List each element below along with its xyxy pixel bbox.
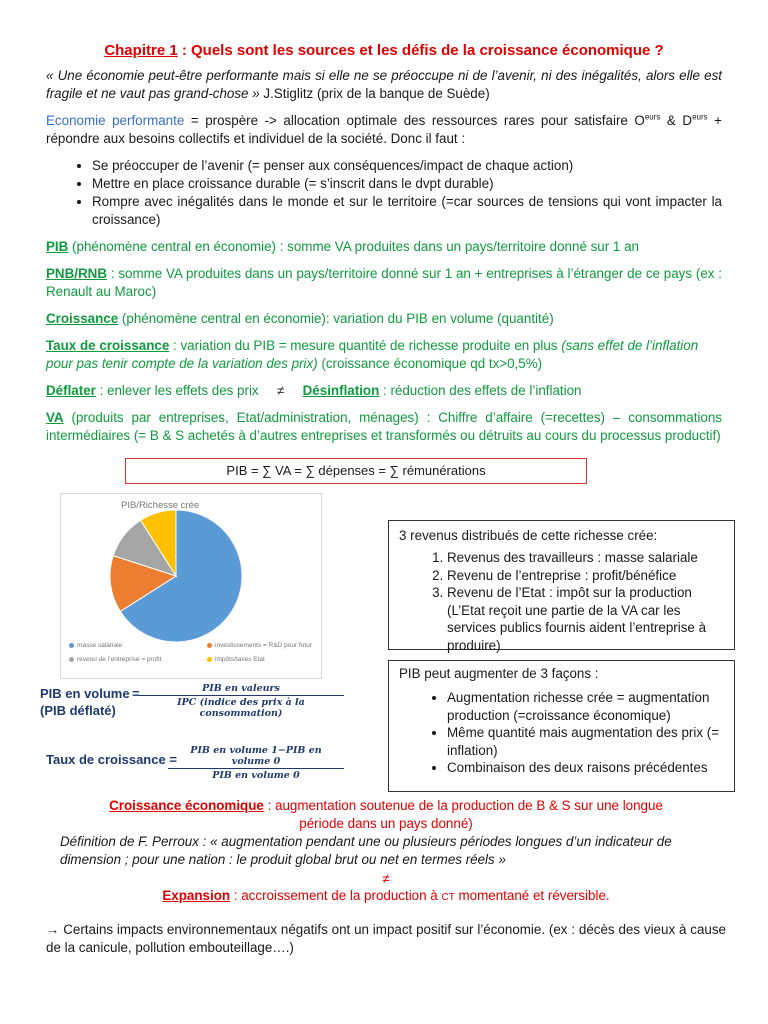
revenus-list [399, 549, 724, 654]
pib-term: PIB [46, 239, 69, 254]
croissance-eco-def-text: : augmentation soutenue de la production de B & S sur une longue période dans un pays donné) [263, 798, 663, 831]
expansion-def-b: momentané et réversible. [454, 888, 610, 903]
eco-def-c: + répondre aux besoins collectifs et individuel de la société. Donc il faut : [46, 113, 723, 146]
taux-term: Taux de croissance [46, 338, 170, 353]
pib-def [46, 238, 722, 256]
list-item: 2. Revenu de l’entreprise : profit/bénéfice [447, 567, 724, 585]
fraction-numerator: PIB en valeurs [138, 683, 344, 696]
eco-bullets [46, 157, 722, 229]
list-item: • Mettre en place croissance durable (= s’inscrit dans le dvpt durable) [92, 175, 722, 193]
chapter-title: : Quels sont les sources et les défis de la croissance économique ? [177, 42, 664, 59]
pnb-term: PNB/RNB [46, 266, 108, 281]
desinflation-term: Désinflation [302, 383, 380, 398]
legend-swatch [207, 657, 212, 662]
pib-volume-eq: = [132, 686, 140, 701]
legend-swatch [207, 643, 212, 648]
pib-deflate-label: (PIB déflaté) [40, 703, 116, 718]
croissance-eco-def [46, 797, 726, 833]
taux-def-text: : variation du PIB = mesure quantité de richesse produite en plus [169, 338, 562, 353]
fraction-denominator: IPC (indice des prix à la consommation) [177, 697, 305, 719]
list-item: • Rompre avec inégalités dans le monde et sur le territoire (=car sources de tensions qui vont impacter la croissance) [92, 193, 722, 229]
va-def-text: (produits par entreprises, Etat/administration, ménages) : Chiffre d’affaire (=recettes) – consommations intermédiaires (= B & S achetés à d’autres entreprises et transformés ou détruits au cours du processus productif) [46, 410, 722, 443]
expansion-def [46, 887, 726, 907]
expansion-term: Expansion [162, 888, 231, 903]
pnb-def [46, 265, 722, 301]
legend-item [207, 656, 265, 663]
list-item: • Même quantité mais augmentation des prix (= inflation) [447, 724, 724, 759]
taux-formula-label: Taux de croissance = [46, 752, 177, 767]
va-def [46, 409, 722, 445]
legend-label: impôts/taxes Etat [215, 656, 265, 663]
taux-def-italic: (sans effet de l’inflation pour pas tenir compte de la variation des prix) [46, 338, 699, 371]
list-item: • Combinaison des deux raisons précédentes [447, 759, 724, 777]
deflater-term: Déflater [46, 383, 96, 398]
pnb-def-text: : somme VA produites dans un pays/territoire donné sur 1 an + entreprises à l’étranger de ce pays (ex : Renault au Maroc) [46, 266, 722, 299]
chart-title: PIB/Richesse crée [121, 500, 200, 511]
taux-def-end: (croissance économique qd tx>0,5%) [317, 356, 543, 371]
legend-item [69, 642, 122, 649]
pib-def-text: (phénomène central en économie) : somme VA produites dans un pays/territoire donné sur 1 an [68, 239, 639, 254]
pib-volume-label: PIB en volume [40, 686, 130, 701]
legend-swatch [69, 643, 74, 648]
pie-svg [61, 494, 323, 644]
eco-def-b: & D [660, 113, 693, 128]
pib-volume-fraction [138, 683, 344, 719]
pib-equation-box: PIB = ∑ VA = ∑ dépenses = ∑ rémunérations [125, 458, 587, 484]
pib-augmente-box [388, 660, 735, 792]
list-item: • Se préoccuper de l’avenir (= penser aux conséquences/impact de chaque action) [92, 157, 722, 175]
pie-chart [60, 493, 322, 679]
croissance-def-text: (phénomène central en économie): variation du PIB en volume (quantité) [118, 311, 554, 326]
eco-definition [46, 112, 722, 148]
list-item: • Augmentation richesse crée = augmentation production (=croissance économique) [447, 689, 724, 724]
eco-sup-2: eurs [692, 112, 708, 122]
list-item-text: Revenu de l’Etat : impôt sur la production [447, 585, 692, 600]
deflater-def-text: : enlever les effets des prix [95, 383, 259, 398]
croissance-term: Croissance [46, 311, 119, 326]
not-equal-sign: ≠ [276, 383, 285, 398]
not-equal-sign: ≠ [382, 871, 390, 886]
croissance-eco-term: Croissance économique [109, 798, 264, 813]
deflater-def [46, 382, 722, 400]
legend-item [69, 656, 161, 663]
revenus-box [388, 520, 735, 653]
fraction-denominator: PIB en volume 0 [212, 770, 300, 781]
page-title [46, 42, 722, 59]
eco-sup-1: eurs [644, 112, 661, 122]
perroux-def: Définition de F. Perroux : « augmentation pendant une ou plusieurs périodes longues d’un indicateur de dimension ; pour une nation : le produit global brut ou net en termes réels » [60, 834, 672, 867]
taux-fraction [168, 745, 344, 781]
croissance-def [46, 310, 722, 328]
list-item-note: (L’Etat reçoit une partie de la VA car les services publics fournis aident l’entreprise à produire) [447, 602, 707, 653]
legend-label: masse salariale [77, 642, 123, 649]
impact-note: → Certains impacts environnementaux négatifs ont un impact positif sur l’économie. (ex : décès des vieux à cause de la canicule, pollution embouteillage….) [46, 922, 726, 955]
expansion-ct: CT [441, 892, 455, 903]
legend-swatch [69, 657, 74, 662]
legend-label: revenu de l’entreprise = profit [77, 656, 162, 663]
legend-label: investissements = R&D pour futur [215, 642, 312, 649]
quote-author: J.Stiglitz (prix de la banque de Suède) [259, 86, 490, 101]
lower-section [46, 797, 726, 957]
taux-def [46, 337, 722, 373]
pib-augmente-title: PIB peut augmenter de 3 façons : [399, 666, 599, 681]
eco-def-a: = prospère -> allocation optimale des ressources rares pour satisfaire O [184, 113, 645, 128]
fraction-numerator: PIB en volume 1−PIB en volume 0 [168, 745, 344, 769]
quote-text: « Une économie peut-être performante mais si elle ne se préoccupe ni de l’avenir, ni des inégalités, alors elle est fragile et ne vaut pas grand-chose » [46, 68, 722, 101]
chapter-label: Chapitre 1 [104, 42, 178, 59]
quote [46, 67, 722, 103]
revenus-title: 3 revenus distribués de cette richesse crée: [399, 528, 658, 543]
eco-term: Economie performante [46, 113, 185, 128]
list-item [447, 584, 724, 654]
pib-augmente-list [399, 689, 724, 777]
page-content [46, 42, 722, 454]
list-item: 1. Revenus des travailleurs : masse salariale [447, 549, 724, 567]
desinflation-def-text: : réduction des effets de l’inflation [379, 383, 582, 398]
va-term: VA [46, 410, 64, 425]
expansion-def-a: : accroissement de la production à [230, 888, 442, 903]
legend-item [207, 642, 312, 649]
